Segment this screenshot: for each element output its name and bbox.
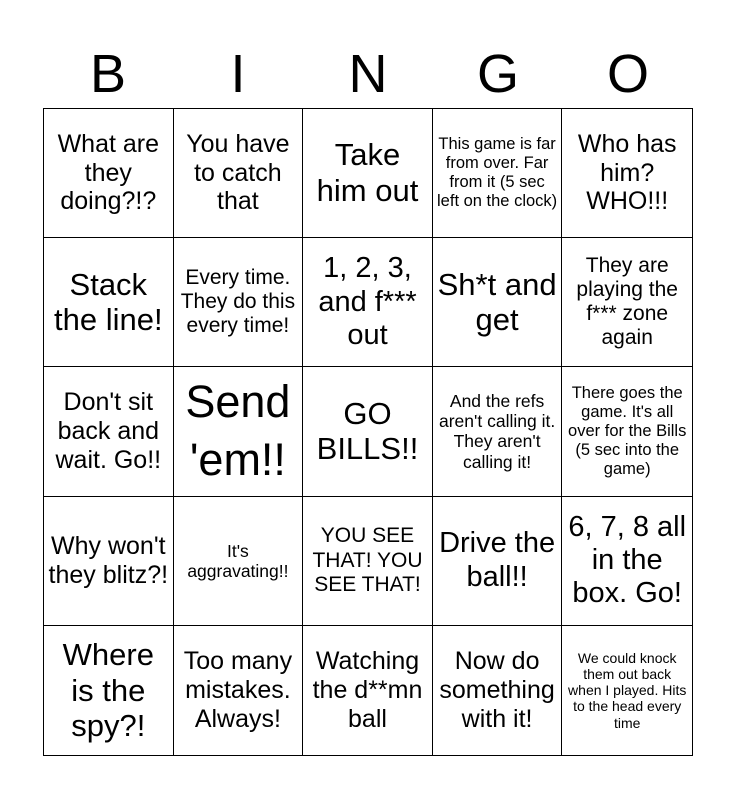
- cell-text: They are playing the f*** zone again: [576, 254, 678, 350]
- cell-text: This game is far from over. Far from it (5 sec left on the clock): [437, 135, 558, 211]
- bingo-cell-r3c1[interactable]: [44, 367, 174, 496]
- bingo-cell-r3c3[interactable]: [303, 367, 433, 496]
- bingo-cell-r2c3[interactable]: [303, 238, 433, 367]
- bingo-cell-r1c3[interactable]: [303, 109, 433, 238]
- cell-text: Now do something with it!: [439, 647, 555, 733]
- header-letter-b: B: [89, 44, 127, 104]
- bingo-cell-r2c4[interactable]: [433, 238, 563, 367]
- bingo-cell-r5c3[interactable]: [303, 626, 433, 755]
- bingo-cell-r4c5[interactable]: [562, 497, 692, 626]
- bingo-cell-r3c5[interactable]: [562, 367, 692, 496]
- bingo-cell-r5c4[interactable]: [433, 626, 563, 755]
- cell-text: YOU SEE THAT! YOU SEE THAT!: [312, 524, 423, 596]
- bingo-cell-r1c1[interactable]: [44, 109, 174, 238]
- header-letter-i: I: [230, 44, 246, 104]
- cell-text: Send 'em!!: [185, 375, 291, 486]
- cell-text: You have to catch that: [186, 129, 290, 216]
- cell-text: Watching the d**mn ball: [312, 647, 423, 733]
- bingo-cell-r4c3[interactable]: [303, 497, 433, 626]
- header-letter-n: N: [348, 44, 388, 104]
- bingo-cell-r1c4[interactable]: [433, 109, 563, 238]
- bingo-cell-r4c1[interactable]: [44, 497, 174, 626]
- cell-text: What are they doing?!?: [57, 129, 160, 216]
- cell-text: Why won't they blitz?!: [48, 531, 169, 589]
- cell-text: Don't sit back and wait. Go!!: [55, 388, 162, 474]
- cell-text: Who has him? WHO!!!: [577, 129, 677, 216]
- bingo-header: [43, 40, 693, 108]
- cell-text: Stack the line!: [54, 266, 163, 338]
- cell-text: 1, 2, 3, and f*** out: [318, 252, 417, 351]
- cell-text: And the refs aren't calling it. They aren't calling it!: [439, 391, 556, 472]
- bingo-board: [43, 108, 693, 756]
- header-letter-g: G: [476, 44, 519, 104]
- cell-text: Where is the spy?!: [62, 636, 154, 744]
- bingo-cell-r2c5[interactable]: [562, 238, 692, 367]
- bingo-cell-r3c2[interactable]: [174, 367, 304, 496]
- cell-text: 6, 7, 8 all in the box. Go!: [568, 510, 687, 610]
- cell-text: It's aggravating!!: [187, 540, 289, 581]
- bingo-cell-r2c2[interactable]: [174, 238, 304, 367]
- cell-text: We could knock them out back when I played. Hits to the head every time: [568, 650, 687, 731]
- cell-text: Sh*t and get: [437, 266, 557, 338]
- bingo-cell-r4c4[interactable]: [433, 497, 563, 626]
- cell-text: There goes the game. It's all over for the Bills (5 sec into the game): [568, 384, 687, 478]
- bingo-cell-r1c2[interactable]: [174, 109, 304, 238]
- cell-text: GO BILLS!!: [316, 395, 419, 467]
- bingo-cell-r3c4[interactable]: [433, 367, 563, 496]
- cell-text: Too many mistakes. Always!: [183, 647, 293, 733]
- bingo-cell-r2c1[interactable]: [44, 238, 174, 367]
- bingo-cell-r5c2[interactable]: [174, 626, 304, 755]
- cell-text: Take him out: [316, 137, 419, 209]
- bingo-cell-r4c2[interactable]: [174, 497, 304, 626]
- bingo-cell-r5c5[interactable]: [562, 626, 692, 755]
- bingo-cell-r5c1[interactable]: [44, 626, 174, 755]
- cell-text: Drive the ball!!: [439, 527, 556, 593]
- header-letter-o: O: [606, 44, 649, 104]
- cell-text: Every time. They do this every time!: [180, 266, 296, 338]
- bingo-cell-r1c5[interactable]: [562, 109, 692, 238]
